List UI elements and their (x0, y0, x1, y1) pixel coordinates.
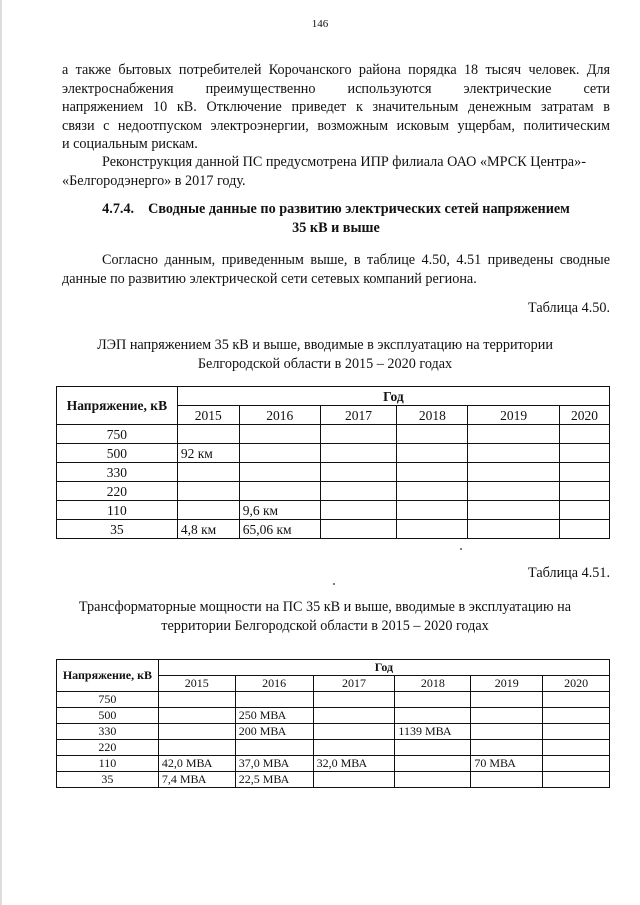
year-header-cell: 2020 (560, 406, 610, 425)
year-header-cell: 2019 (471, 676, 543, 692)
table-cell: 42,0 МВА (158, 756, 235, 772)
table-cell: 250 МВА (235, 708, 313, 724)
table-header-row (57, 387, 610, 406)
paragraph-1-line: электроснабжения преимущественно используются электрические сети (62, 80, 610, 97)
table-cell (397, 482, 468, 501)
table-cell (395, 708, 471, 724)
table-cell (471, 740, 543, 756)
table-4-50-title-line-1: ЛЭП напряжением 35 кВ и выше, вводимые в эксплуатацию на территории (97, 337, 553, 353)
table-cell: 65,06 км (239, 520, 320, 539)
table-row (57, 520, 610, 539)
table-cell (313, 708, 395, 724)
table-cell: 32,0 МВА (313, 756, 395, 772)
table-cell (158, 724, 235, 740)
table-cell: 22,5 МВА (235, 772, 313, 788)
table-4-51-title-line-1: Трансформаторные мощности на ПС 35 кВ и выше, вводимые в эксплуатацию на (78, 599, 572, 615)
voltage-cell: 220 (57, 740, 159, 756)
table-cell (320, 501, 397, 520)
table-cell (235, 692, 313, 708)
table-4-51-title (40, 598, 610, 636)
table-cell (395, 772, 471, 788)
year-header-cell: 2018 (397, 406, 468, 425)
table-4-51-label: Таблица 4.51. (528, 565, 610, 581)
table-row (57, 501, 610, 520)
voltage-cell: 750 (57, 692, 159, 708)
table-cell (543, 692, 610, 708)
year-header-cell: 2015 (158, 676, 235, 692)
table-cell (471, 724, 543, 740)
paragraph-2: Реконструкция данной ПС предусмотрена ИПР филиала ОАО «МРСК Центра»- «Белгородэнерго» в 2017 году. (62, 154, 586, 189)
table-4-51-title-line-2: территории Белгородской области в 2015 – 2020 годах (161, 618, 489, 634)
voltage-cell: 35 (57, 520, 178, 539)
table-cell (397, 444, 468, 463)
header-year: Год (177, 387, 609, 406)
table-cell (313, 740, 395, 756)
table-cell (177, 425, 239, 444)
table-cell (468, 444, 560, 463)
table-cell (468, 501, 560, 520)
table-cell (158, 692, 235, 708)
table-cell (320, 463, 397, 482)
year-header-cell: 2019 (468, 406, 560, 425)
header-year: Год (158, 660, 609, 676)
table-cell (177, 501, 239, 520)
year-header-cell: 2017 (313, 676, 395, 692)
table-cell (543, 740, 610, 756)
table-cell (543, 708, 610, 724)
voltage-cell: 330 (57, 463, 178, 482)
table-cell (158, 740, 235, 756)
section-title-line-2: 35 кВ и выше (292, 220, 380, 236)
year-header-cell: 2016 (239, 406, 320, 425)
paragraph-1-line: связи с недоотпуском электроэнергии, возможным исковым ущербам, политическим (62, 117, 610, 134)
table-cell (239, 463, 320, 482)
table-cell (158, 708, 235, 724)
table-cell (397, 463, 468, 482)
table-row (57, 482, 610, 501)
table-cell (468, 425, 560, 444)
table-cell: 9,6 км (239, 501, 320, 520)
year-header-cell: 2017 (320, 406, 397, 425)
table-cell (468, 463, 560, 482)
table-cell (560, 520, 610, 539)
table-row (57, 708, 610, 724)
table-cell (397, 501, 468, 520)
table-cell: 70 МВА (471, 756, 543, 772)
scan-speck (333, 583, 335, 585)
table-cell (177, 482, 239, 501)
table-cell (320, 444, 397, 463)
table-cell (235, 740, 313, 756)
table-4-50-title (40, 336, 610, 374)
voltage-cell: 35 (57, 772, 159, 788)
table-cell (320, 425, 397, 444)
header-voltage: Напряжение, кВ (57, 660, 159, 692)
paragraph-1-line: а также бытовых потребителей Корочанского района порядка 18 тысяч человек. Для (62, 62, 610, 78)
table-cell (468, 520, 560, 539)
year-header-cell: 2020 (543, 676, 610, 692)
scan-speck (460, 548, 462, 550)
paragraph-1-line: напряжением 10 кВ. Отключение приведет к значительным денежным затратам в (62, 99, 610, 116)
voltage-cell: 220 (57, 482, 178, 501)
year-header-cell: 2016 (235, 676, 313, 692)
table-cell (177, 463, 239, 482)
table-4-50 (56, 386, 610, 539)
table-row (57, 772, 610, 788)
table-row (57, 463, 610, 482)
table-cell (543, 772, 610, 788)
table-cell (543, 724, 610, 740)
voltage-cell: 330 (57, 724, 159, 740)
table-header-row (57, 660, 610, 676)
section-heading (62, 200, 610, 238)
table-cell: 7,4 МВА (158, 772, 235, 788)
section-number: 4.7.4. (102, 201, 135, 217)
table-cell: 92 км (177, 444, 239, 463)
table-cell (560, 482, 610, 501)
table-row (57, 740, 610, 756)
table-cell (239, 425, 320, 444)
table-row (57, 724, 610, 740)
table-cell (397, 520, 468, 539)
table-cell (471, 772, 543, 788)
table-cell: 37,0 МВА (235, 756, 313, 772)
table-cell (560, 425, 610, 444)
paragraph-1-line: и социальным рискам. (62, 136, 198, 153)
table-cell: 1139 МВА (395, 724, 471, 740)
table-cell (543, 756, 610, 772)
year-header-cell: 2015 (177, 406, 239, 425)
table-cell: 4,8 км (177, 520, 239, 539)
section-title-line-1: Сводные данные по развитию электрических сетей напряжением (148, 201, 570, 217)
table-cell (468, 482, 560, 501)
table-row (57, 425, 610, 444)
table-4-50-title-line-2: Белгородской области в 2015 – 2020 годах (197, 356, 453, 372)
voltage-cell: 500 (57, 708, 159, 724)
table-cell (560, 463, 610, 482)
table-cell (397, 425, 468, 444)
year-header-cell: 2018 (395, 676, 471, 692)
table-row (57, 444, 610, 463)
table-cell (560, 444, 610, 463)
table-4-50-label: Таблица 4.50. (528, 300, 610, 316)
table-cell (239, 444, 320, 463)
table-cell (313, 692, 395, 708)
header-voltage: Напряжение, кВ (57, 387, 178, 425)
page-number: 146 (311, 18, 329, 30)
table-cell (313, 724, 395, 740)
table-cell: 200 МВА (235, 724, 313, 740)
table-4-51 (56, 659, 610, 788)
table-cell (395, 692, 471, 708)
table-row (57, 692, 610, 708)
table-cell (239, 482, 320, 501)
table-cell (560, 501, 610, 520)
table-cell (320, 520, 397, 539)
scan-edge (0, 0, 2, 905)
table-cell (395, 756, 471, 772)
table-row (57, 756, 610, 772)
paragraph-1 (62, 61, 610, 154)
table-cell (313, 772, 395, 788)
table-cell (320, 482, 397, 501)
table-cell (471, 708, 543, 724)
voltage-cell: 500 (57, 444, 178, 463)
voltage-cell: 750 (57, 425, 178, 444)
voltage-cell: 110 (57, 756, 159, 772)
table-cell (395, 740, 471, 756)
table-cell (471, 692, 543, 708)
voltage-cell: 110 (57, 501, 178, 520)
paragraph-3: Согласно данным, приведенным выше, в таблице 4.50, 4.51 приведены сводные данные по развитию электрической сети сетевых компаний региона. (62, 252, 610, 287)
